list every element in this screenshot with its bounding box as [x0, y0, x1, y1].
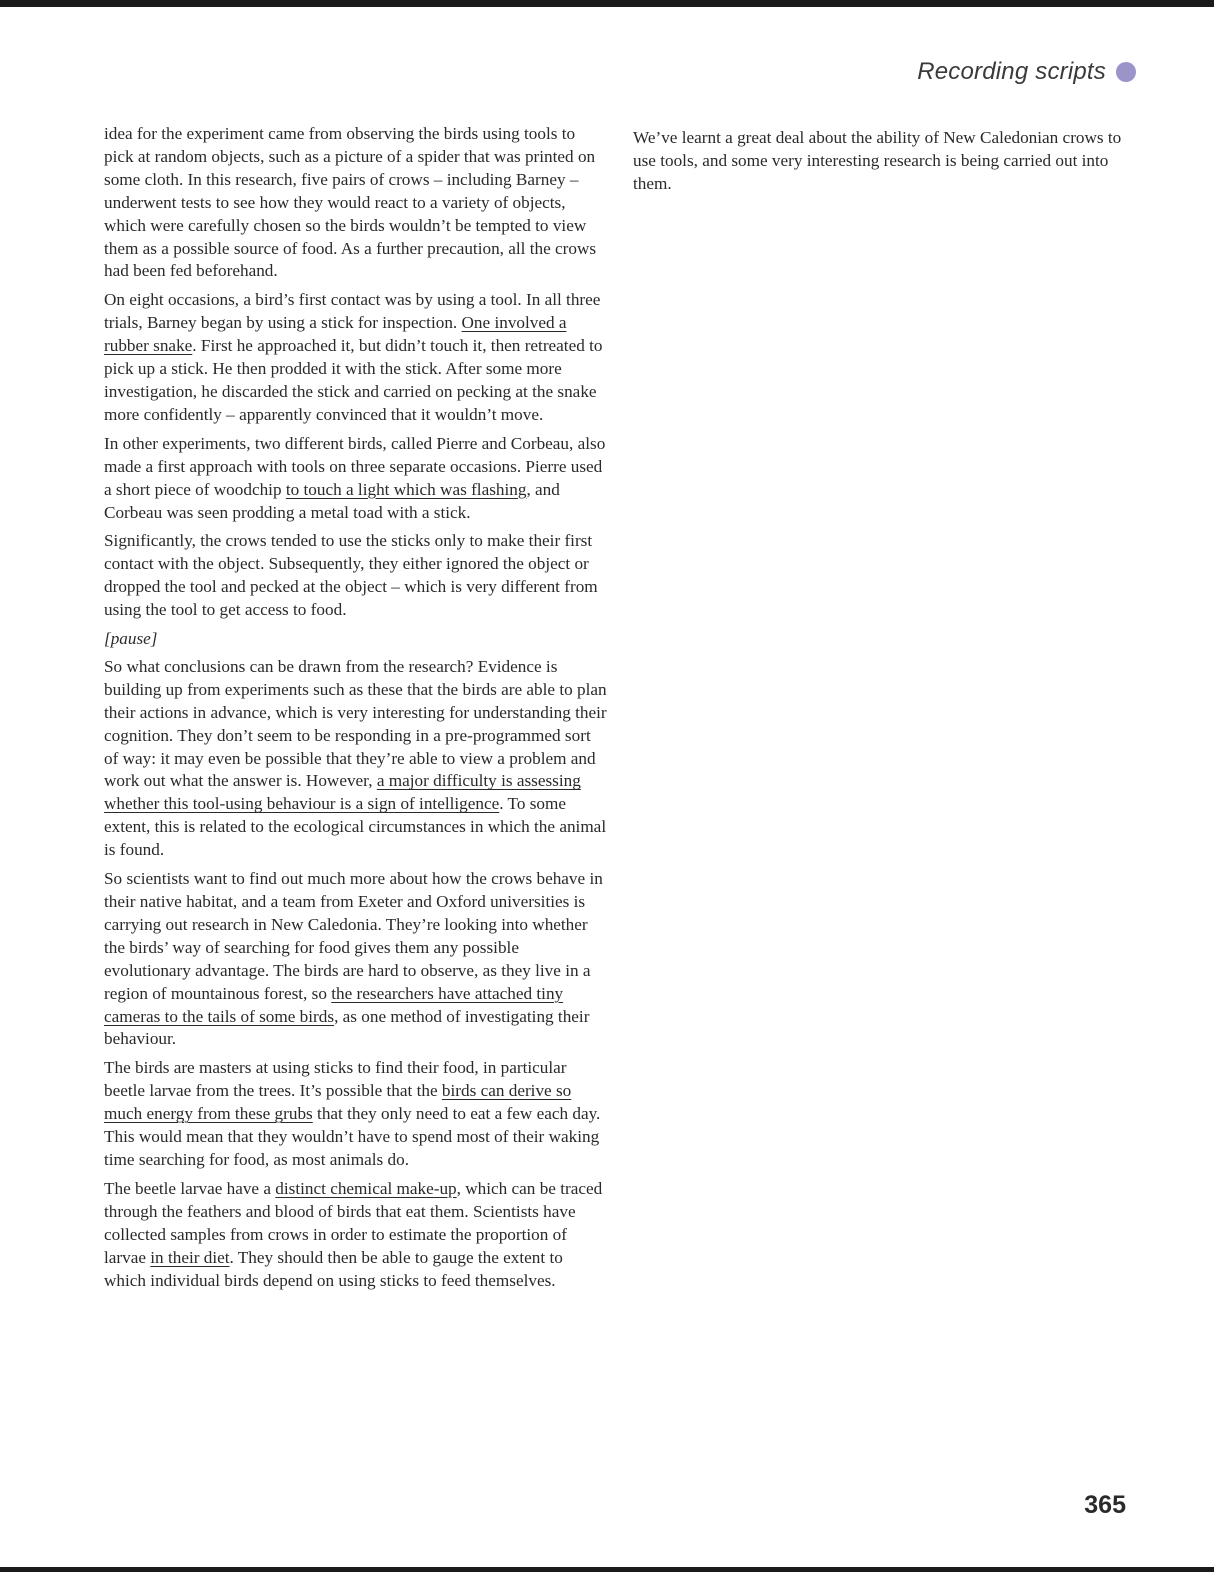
underlined-answer-text: a major difficulty is assessing whether this tool-using behaviour is a sign of intelligence — [104, 771, 581, 814]
bottom-edge-bar — [0, 1567, 1214, 1572]
text-run: , as one method of investigating their behaviour. — [104, 1006, 590, 1049]
page-number: 365 — [1084, 1491, 1126, 1519]
text-run: So what conclusions can be drawn from the research? Evidence is building up from experiments such as these that the birds are able to plan their actions in advance, which is very interesting for understanding their cognition. They don’t seem to be responding in a pre-programmed sort of way: it may even be possible that they’re able to view a problem and work out what the answer is. However, — [104, 656, 607, 791]
text-run: that they only need to eat a few each day. This would mean that they wouldn’t have to spend most of their waking time searching for food, as most animals do. — [104, 1104, 601, 1169]
text-run: The birds are masters at using sticks to find their food, in particular beetle larvae from the trees. It’s possible that the — [104, 1058, 567, 1101]
underlined-answer-text: the researchers have attached tiny cameras to the tails of some birds — [104, 983, 564, 1026]
right-text-column — [633, 127, 1133, 202]
running-header — [917, 58, 1136, 86]
underlined-answer-text: to touch a light which was flashing — [285, 479, 527, 499]
paragraph — [104, 433, 608, 525]
underlined-answer-text: distinct chemical make-up — [275, 1178, 457, 1198]
paragraph — [104, 1057, 608, 1172]
text-run: So scientists want to find out much more about how the crows behave in their native habitat, and a team from Exeter and Oxford universities is carrying out research in New Caledonia. They’re looking into whether the birds’ way of searching for food gives them any possible evolutionary advantage. The birds are hard to observe, as they live in a region of mountainous forest, so — [104, 869, 603, 1003]
left-text-column — [104, 123, 608, 1298]
paragraph — [104, 530, 608, 622]
text-run: idea for the experiment came from observing the birds using tools to pick at random objects, such as a picture of a spider that was printed on some cloth. In this research, five pairs of crows – including Barney – underwent tests to see how they would react to a variety of objects, which were carefully chosen so the birds wouldn’t be tempted to view them as a possible source of food. As a further precaution, all the crows had been fed beforehand. — [104, 124, 597, 281]
paragraph — [104, 123, 608, 283]
paragraph — [104, 1178, 608, 1293]
paragraph — [104, 656, 608, 862]
paragraph — [633, 127, 1133, 196]
underlined-answer-text: birds can derive so much energy from these grubs — [104, 1081, 572, 1124]
pause-marker — [104, 628, 608, 651]
section-title: Recording scripts — [917, 58, 1106, 85]
top-edge-bar — [0, 0, 1214, 7]
paragraph — [104, 289, 608, 426]
text-run: We’ve learnt a great deal about the ability of New Caledonian crows to use tools, and some very interesting research is being carried out into them. — [633, 128, 1122, 193]
text-run: . They should then be able to gauge the extent to which individual birds depend on using sticks to feed themselves. — [104, 1247, 563, 1290]
text-run: Significantly, the crows tended to use the sticks only to make their first contact with the object. Subsequently, they either ignored the object or dropped the tool and pecked at the object – which is very different from using the tool to get access to food. — [104, 531, 598, 620]
text-run: . To some extent, this is related to the ecological circumstances in which the animal is found. — [104, 794, 607, 860]
text-run: [pause] — [104, 629, 158, 649]
underlined-answer-text: One involved a rubber snake — [104, 313, 567, 356]
text-run: , which can be traced through the feathers and blood of birds that eat them. Scientists have collected samples from crows in order to estimate the proportion of larvae — [104, 1178, 603, 1267]
text-run: , and Corbeau was seen prodding a metal toad with a stick. — [104, 479, 560, 522]
text-run: In other experiments, two different birds, called Pierre and Corbeau, also made a first approach with tools on three separate occasions. Pierre used a short piece of woodchip — [104, 433, 606, 499]
text-run: The beetle larvae have a — [104, 1178, 276, 1198]
text-run: . First he approached it, but didn’t touch it, then retreated to pick up a stick. He then prodded it with the stick. After some more investigation, he discarded the stick and carried on pecking at the snake more confidently – apparently convinced that it wouldn’t move. — [104, 336, 603, 424]
paragraph — [104, 868, 608, 1051]
text-run: On eight occasions, a bird’s first contact was by using a tool. In all three trials, Barney began by using a stick for inspection. — [104, 290, 601, 333]
bullet-dot-icon — [1116, 62, 1136, 82]
underlined-answer-text: in their diet — [150, 1247, 230, 1267]
